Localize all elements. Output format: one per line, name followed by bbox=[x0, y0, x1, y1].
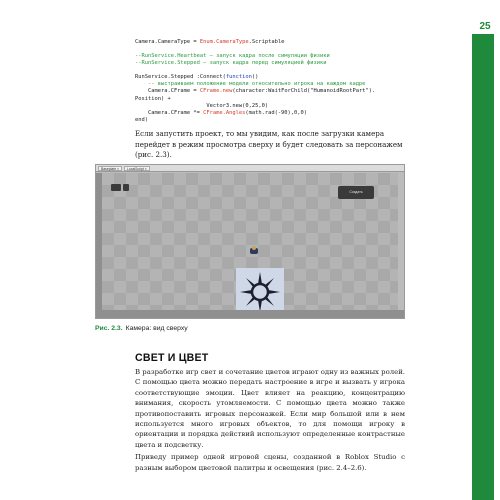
figure-tab-bar bbox=[96, 165, 404, 172]
code-line-angles: Camera.CFrame *= CFrame.Angles(math.rad(-90),0,0) bbox=[135, 109, 308, 116]
intro-paragraph: Если запустить проект, то мы увидим, как после загрузки камера перейдет в режим просмотра сверху и будет следовать за персонажем (рис. 2.3). bbox=[135, 129, 403, 159]
page-number: 25 bbox=[479, 21, 491, 32]
figure-screenshot bbox=[95, 164, 405, 319]
overlay-button: Создать bbox=[338, 186, 374, 199]
figure-tab-baseplate: Baseplate × bbox=[98, 166, 122, 171]
code-line-cframe: Camera.CFrame = CFrame.new(character:WaitForChild("HumanoidRootPart"). bbox=[135, 88, 376, 95]
section-heading: СВЕТ И ЦВЕТ bbox=[135, 352, 209, 364]
figure-bottom-bar bbox=[96, 310, 404, 318]
code-comment-position: -- выстраиваем положение модели относительно игрока на каждом кадре bbox=[135, 81, 366, 88]
section-paragraph-2: Приведу пример одной игровой сцены, созданной в Roblox Studio с разным выбором цветовой палитры и освещения (рис. 2.4–2.6). bbox=[135, 453, 405, 472]
section-paragraph-1: В разработке игр свет и сочетание цветов играют одну из важных ролей. С помощью цвета можно передать настроение в игре и вызвать у игрока соответствующие эмоции. Цвет влияет на реакцию, концентрацию внимания, скорость утомляемости. С помощью цвета можно также противопоставить игровых персонажей. Если мир большой или в нем используется много игровых объектов, то для помощи игроку в ориентации и порядка действий используют определенные контрастные цвета и подсветку. bbox=[135, 368, 405, 449]
code-comment-heartbeat: --RunService.Heartbeat — запуск кадра после симуляции физики bbox=[135, 53, 330, 60]
figure-caption-label: Рис. 2.3. bbox=[95, 325, 123, 332]
code-line-position: Position) + bbox=[135, 95, 171, 102]
code-comment-stepped: --RunService.Stepped — запуск кадра перед симуляцией физики bbox=[135, 60, 327, 67]
player-head bbox=[252, 246, 256, 250]
code-line-end: end) bbox=[135, 116, 148, 123]
code-line-connect: RunService.Stepped :Connect(function() bbox=[135, 74, 259, 81]
game-viewport bbox=[102, 173, 398, 310]
chapter-color-strip bbox=[472, 34, 494, 500]
section-body bbox=[135, 367, 405, 475]
code-line-1: Camera.CameraType = Enum.CameraType.Scriptable bbox=[135, 39, 285, 45]
figure-tab-localscript: LocalScript × bbox=[124, 166, 150, 171]
code-listing bbox=[135, 39, 415, 124]
figure-caption bbox=[95, 325, 188, 332]
chat-icon bbox=[123, 184, 129, 191]
page-side-bar bbox=[472, 0, 500, 500]
code-line-vector: Vector3.new(0,25,0) bbox=[135, 102, 269, 109]
roblox-menu-icon bbox=[111, 184, 121, 191]
figure-caption-text: Камера: вид сверху bbox=[125, 325, 188, 332]
spawn-location-icon bbox=[236, 268, 284, 316]
